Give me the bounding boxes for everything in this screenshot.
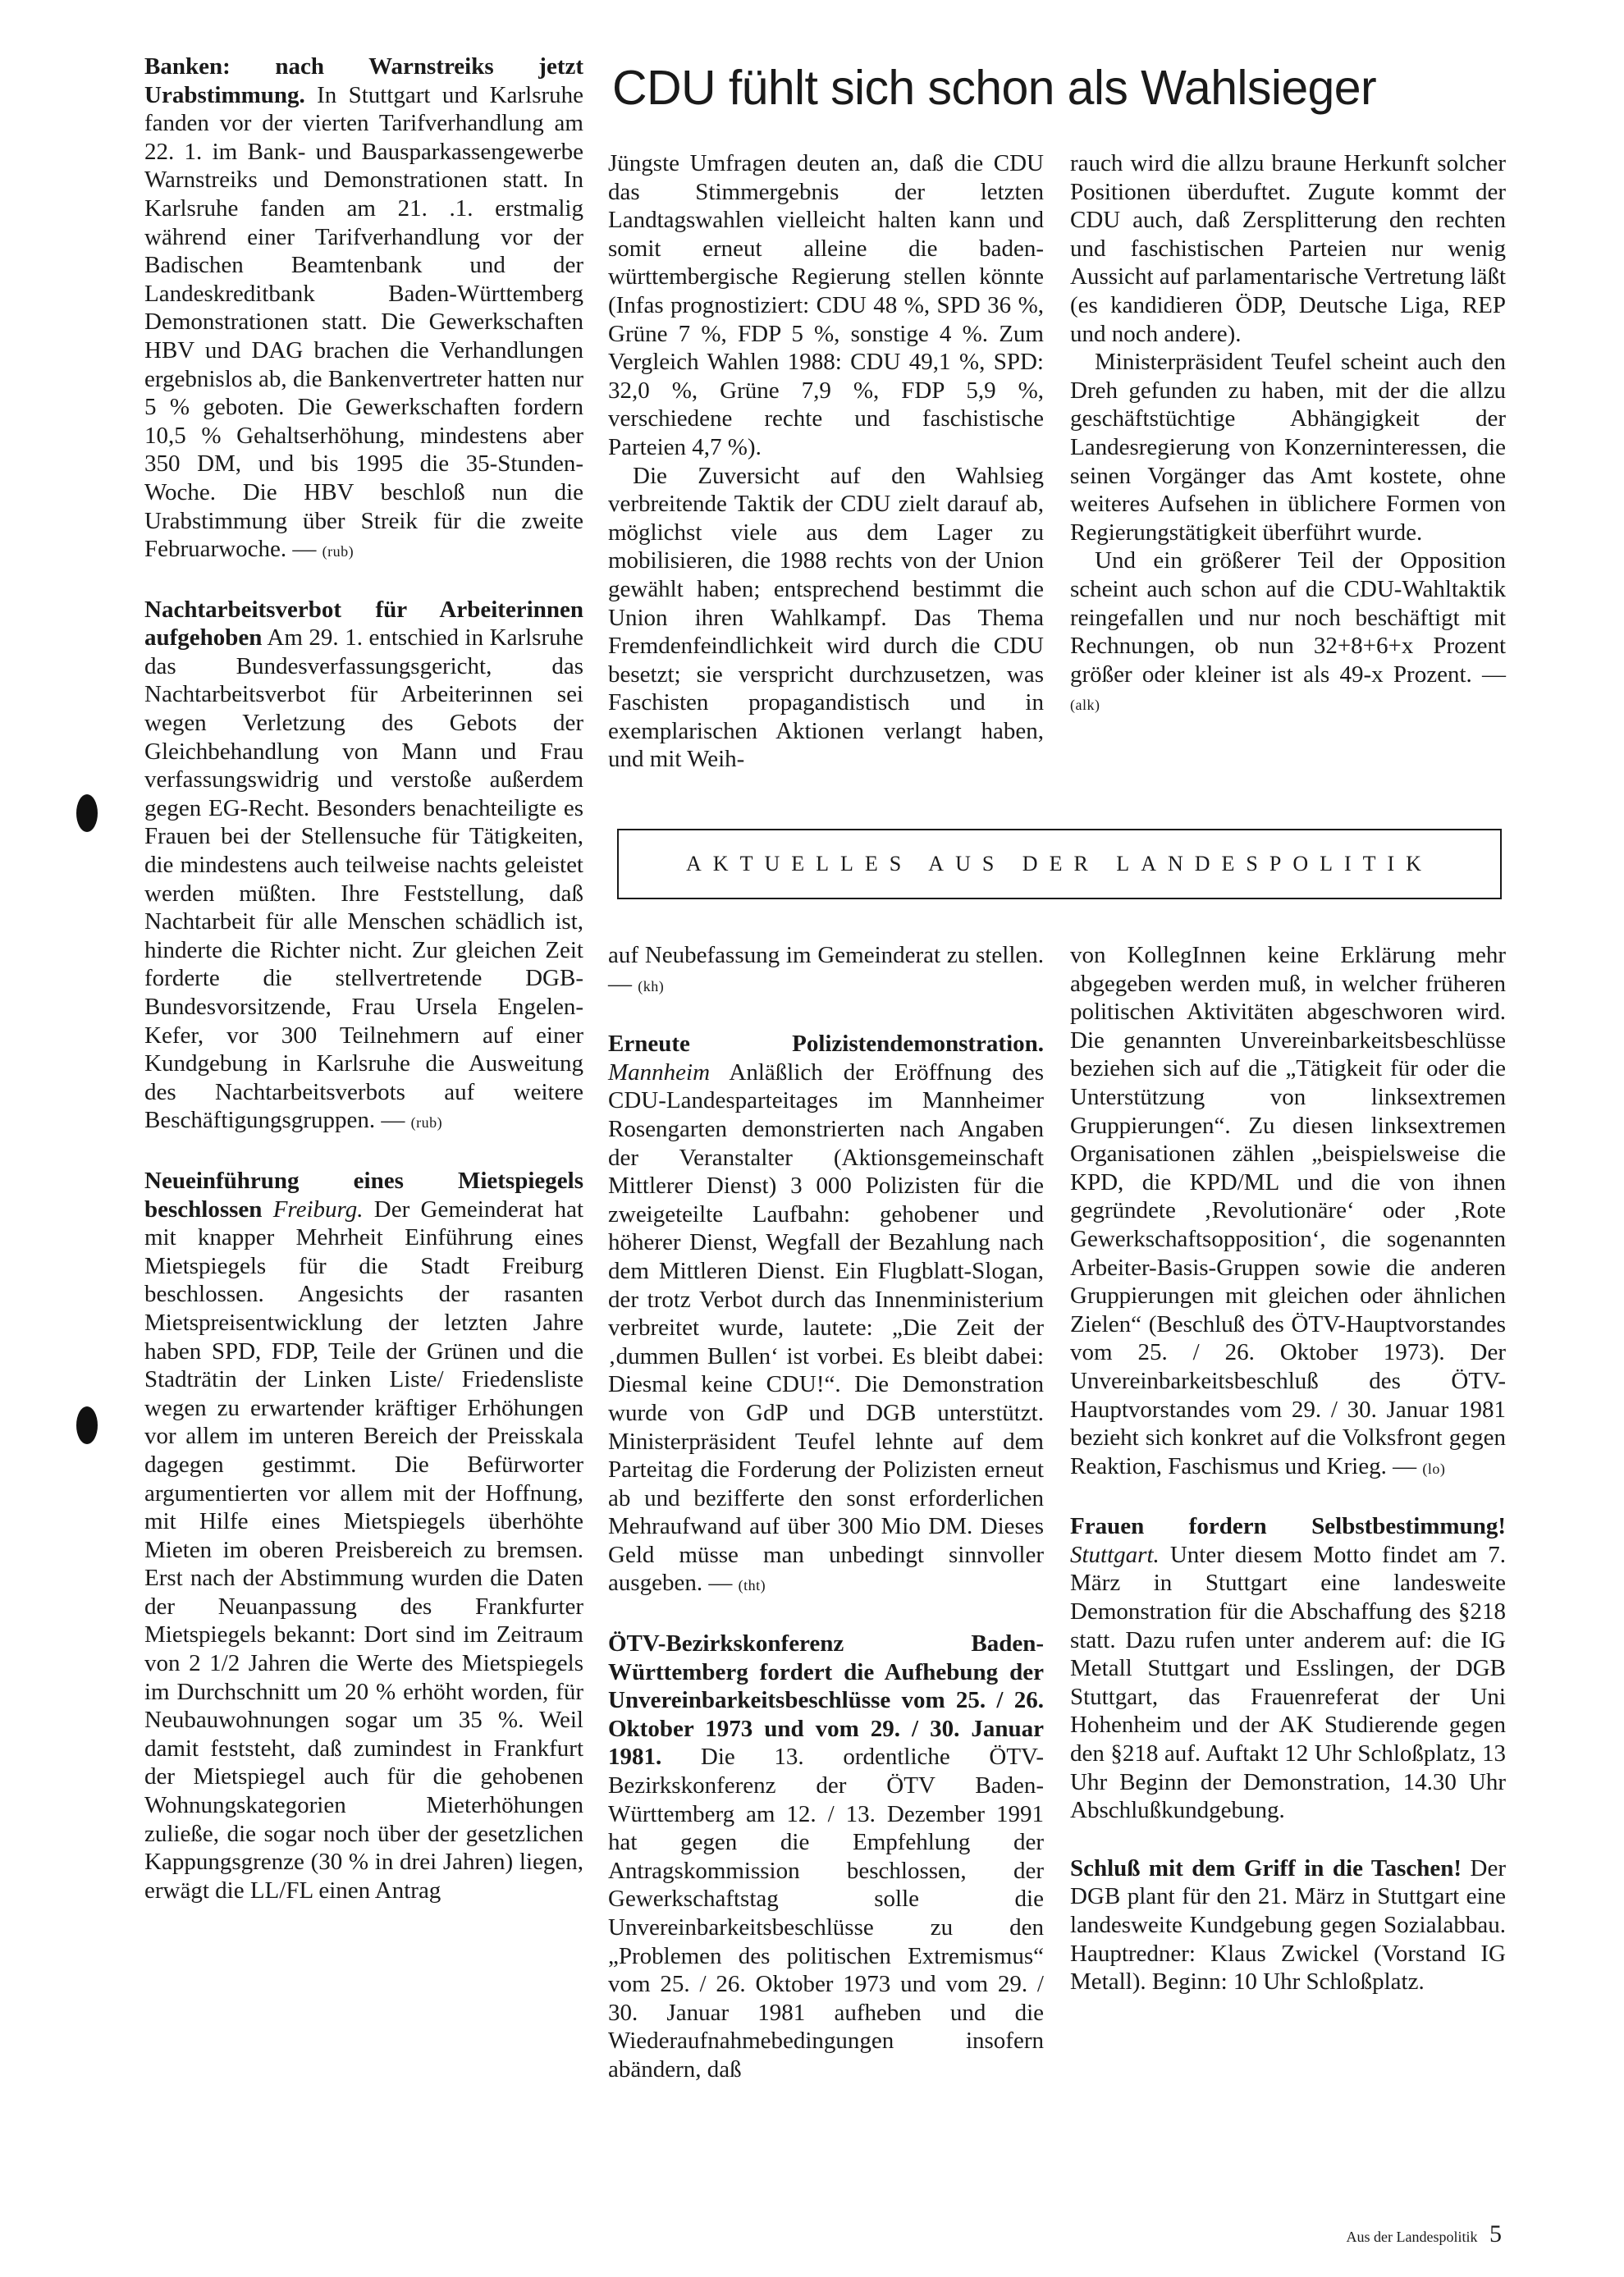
article-continuation (608, 941, 1044, 1000)
article-banken (144, 53, 583, 566)
column-lead-1 (608, 149, 1044, 774)
column-middle (608, 941, 1044, 2084)
author-signature: (tht) (738, 1577, 766, 1594)
article-heading: ÖTV-Bezirkskonferenz Baden-Württemberg fordert die Aufhebung der Unvereinbarkeitsbeschlüsse vom 25. / 26. Oktober 1973 und vom 29. / 30. Januar 1981. (608, 1630, 1044, 1771)
article-body: Am 29. 1. entschied in Karlsruhe das Bundesverfassungsgericht, das Nachtarbeitsverbot für Arbeiterinnen sei wegen Verletzung des Gebots der Gleichbehandlung von Mann und Frau verfassungswidrig und verstoße außerdem gegen EG-Recht. Besonders benachteiligte es Frauen bei der Stellensuche für Tätigkeiten, die mindestens auch teilweise nachts geleistet werden müßten. Ihre Feststellung, daß Nachtarbeit für alle Menschen schädlich ist, hinderte die Richter nicht. Zur gleichen Zeit forderte die stellvertretende DGB-Bundesvorsitzende, Frau Ursela Engelen-Kefer, vor 300 Teilnehmern auf einer Kundgebung in Karlsruhe die Ausweitung des Nachtarbeitsverbots auf weitere Beschäftigungsgruppen. — (144, 624, 583, 1134)
article-heading: Nachtarbeitsverbot für Arbeiterinnen aufgehoben (144, 596, 583, 652)
article-polizistendemonstration (608, 1030, 1044, 1600)
column-right (1070, 941, 1506, 1996)
author-signature: (rub) (410, 1114, 443, 1132)
article-oetv-bezirkskonferenz (608, 1630, 1044, 2084)
section-banner (617, 829, 1502, 899)
punch-hole (76, 1406, 98, 1444)
article-body: Der Gemeinderat hat mit knapper Mehrheit Einführung eines Mietspiegels für die Stadt Freiburg beschlossen. Angesichts der rasanten Mietspreisentwicklung der letzten Jahre haben SPD, FDP, Teile der Grünen und die Stadträtin der Linken Liste/ Friedensliste wegen zu erwartender kräftiger Erhöhungen vor allem im unteren Bereich der Preisskala dagegen gestimmt. Die Befürworter argumentierten vor allem mit der Hoffnung, mit Hilfe eines Mietspiegels überhöhte Mieten im oberen Preisbereich zu bremsen. Erst nach der Abstimmung wurden die Daten der Neuanpassung des Frankfurter Mietspiegels bekannt: Dort sind im Zeitraum von 2 1/2 Jahren die Werte des Mietspiegels im Durchschnitt um 20 % erhöht worden, für Neubauwohnungen sogar um 35 %. Weil damit feststeht, daß zumindest in Frankfurt der Mietspiegel auch für die gehobenen Wohnungskategorien Mieterhöhungen zuließe, die sogar noch über der gesetzlichen Kappungsgrenze (30 % in drei Jahren) liegen, erwägt die LL/FL einen Antrag (144, 1196, 584, 1904)
punch-hole (76, 794, 98, 832)
author-signature: (lo) (1422, 1460, 1446, 1477)
headline: CDU fühlt sich schon als Wahlsieger (612, 61, 1377, 115)
article-body: Anläßlich der Eröffnung des CDU-Landesparteitages im Mannheimer Rosengarten demonstrierten nach Angaben der Veranstalter (Aktionsgemeinschaft Mittlerer Dienst) 3 000 Polizisten für die zweigeteilte Laufbahn: gehobener und höherer Dienst, Wegfall der Bezahlung nach dem Mittleren Dienst. Ein Flugblatt-Slogan, der trotz Verbot durch das Innenministerium verbreitet wurde, lautete: „Die Zeit der ‚dummen Bullen‘ ist vorbei. Es bleibt dabei: Diesmal keine CDU!“. Die Demonstration wurde von GdP und DGB unterstützt. Ministerpräsident Teufel lehnte auf dem Parteitag die Forderung der Polizisten erneut ab und bezifferte den sonst erforderlichen Mehraufwand auf über 300 Mio DM. Dieses Geld müsse man unbedingt sinnvoller ausgeben. — (608, 1058, 1044, 1597)
article-heading: Banken: nach Warnstreiks jetzt Urabstimmung. (144, 53, 583, 108)
article-place: Freiburg. (272, 1196, 364, 1223)
article-griff-in-die-taschen (1070, 1854, 1506, 1996)
article-place: Mannheim (608, 1058, 711, 1086)
article-heading: Neueinführung eines Mietspiegels beschlossen (144, 1167, 583, 1223)
article-body: auf Neubefassung im Gemeinderat zu stellen. — (608, 942, 1044, 997)
page-footer (1305, 2220, 1502, 2248)
footer-section-label: Aus der Landespolitik (1346, 2229, 1478, 2245)
section-banner-title: AKTUELLES AUS DER LANDESPOLITIK (686, 852, 1433, 876)
article-nachtarbeitsverbot (144, 596, 583, 1137)
lead-paragraph: Und ein größerer Teil der Opposition scheint auch schon auf die CDU-Wahltaktik reingefallen und nur noch beschäftigt mit Rechnungen, ob nun 32+8+6+x Prozent größer oder kleiner ist als 49-x Prozent. — (1070, 547, 1506, 688)
page-number: 5 (1489, 2220, 1502, 2247)
article-heading: Erneute Polizistendemonstration. (608, 1031, 1044, 1058)
column-lead-2 (1070, 149, 1506, 720)
article-mietspiegel (144, 1167, 583, 1904)
article-heading: Frauen fordern Selbstbestimmung! (1070, 1513, 1506, 1540)
author-signature: (kh) (638, 977, 665, 994)
article-body: Der DGB plant für den 21. März in Stuttgart eine landesweite Kundgebung gegen Sozialabbau. Hauptredner: Klaus Zwickel (Vorstand IG Metall). Beginn: 10 Uhr Schloßplatz. (1070, 1854, 1506, 1996)
lead-paragraph: Jüngste Umfragen deuten an, daß die CDU das Stimmergebnis der letzten Landtagswahlen vielleicht halten kann und somit erneut alleine die baden-württembergische Regierung stellen könnte (Infas prognostiziert: CDU 48 %, SPD 36 %, Grüne 7 %, FDP 5 %, sonstige 4 %. Zum Vergleich Wahlen 1988: CDU 49,1 %, SPD: 32,0 %, Grüne 7,9 %, FDP 5,9 %, verschiedene rechte und faschistische Parteien 4,7 %). (608, 150, 1044, 460)
article-frauen-selbstbestimmung (1070, 1512, 1506, 1825)
article-body: Die 13. ordentliche ÖTV-Bezirkskonferenz der ÖTV Baden-Württemberg am 12. / 13. Dezember 1991 hat gegen die Empfehlung der Antragskommission beschlossen, der Gewerkschaftstag solle die Unvereinbarkeitsbeschlüsse zu den „Problemen des politischen Extremismus“ vom 25. / 26. Oktober 1973 und vom 29. / 30. Januar 1981 aufheben und die Wiederaufnahmebedingungen insofern abändern, daß (608, 1744, 1044, 2083)
author-signature: (alk) (1070, 697, 1100, 714)
article-continuation (1070, 941, 1506, 1483)
lead-paragraph: Die Zuversicht auf den Wahlsieg verbreitende Taktik der CDU zielt darauf ab, möglichst viele aus dem Lager zu mobilisieren, die 1988 rechts von der Union gewählt haben; entsprechend bestimmt die Union ihren Wahlkampf. Das Thema Fremdenfeindlichkeit wird durch die CDU besetzt; sie verspricht durchzusetzen, was Faschisten propagandistisch und in exemplarischen Aktionen verlangt haben, und mit Weih- (608, 462, 1044, 773)
article-body: von KollegInnen keine Erklärung mehr abgegeben werden muß, in welcher früheren politischen Aktivitäten abgeschworen wird. Die genannten Unvereinbarkeitsbeschlüsse beziehen sich auf die „Tätigkeit für oder die Unterstützung von linksextremen Gruppierungen“. Zu diesen linksextremen Organisationen zählen „beispielsweise die KPD, die KPD/ML und die von ihnen gegründete ‚Revolutionäre‘ oder ‚Rote Gewerkschaftsopposition‘, die sogenannten Arbeiter-Basis-Gruppen sowie die anderen Gruppierungen mit gleichen oder ähnlichen Zielen“ (Beschluß des ÖTV-Hauptvorstandes vom 25. / 26. Oktober 1973). Der Unvereinbarkeitsbeschluß des ÖTV-Hauptvorstandes vom 29. / 30. Januar 1981 bezieht sich konkret auf die Volksfront gegen Reaktion, Faschismus und Krieg. — (1070, 942, 1506, 1479)
column-left (144, 53, 583, 1904)
lead-paragraph: rauch wird die allzu braune Herkunft solcher Positionen überduftet. Zugute kommt der CDU auch, daß Zersplitterung den rechten und faschistischen Parteien nur wenig Aussicht auf parlamentarische Vertretung läßt (es kandidieren ÖDP, Deutsche Liga, REP und noch andere). (1070, 150, 1506, 347)
article-body: In Stuttgart und Karlsruhe fanden vor der vierten Tarifverhandlung am 22. 1. im Bank- und Bausparkassengewerbe Warnstreiks und Demonstrationen statt. In Karlsruhe fanden am 21. .1. erstmalig während einer Tarifverhandlung vor der Badischen Beamtenbank und der Landeskreditbank Baden-Württemberg Demonstrationen statt. Die Gewerkschaften HBV und DAG brachen die Verhandlungen ergebnislos ab, die Bankenvertreter hatten nur 5 % geboten. Die Gewerkschaften fordern 10,5 % Gehaltserhöhung, mindestens aber 350 DM, und bis 1995 die 35-Stunden-Woche. Die HBV beschloß nun die Urabstimmung über Streik für die zweite Februarwoche. — (144, 81, 584, 563)
lead-paragraph: Ministerpräsident Teufel scheint auch den Dreh gefunden zu haben, mit der die allzu geschäftstüchtige Abhängigkeit der Landesregierung von Konzerninteressen, die seinen Vorgänger das Amt kostete, ohne weiteres Aufsehen in üblichere Formen von Regierungstätigkeit überführt wurde. (1070, 349, 1506, 546)
author-signature: (rub) (322, 543, 355, 560)
article-place: Stuttgart. (1070, 1541, 1160, 1568)
article-heading: Schluß mit dem Griff in die Taschen! (1070, 1854, 1462, 1881)
article-body: Unter diesem Motto findet am 7. März in Stuttgart eine landesweite Demonstration für die Abschaffung des §218 statt. Dazu rufen unter anderem auf: die IG Metall Stuttgart und Esslingen, der DGB Stuttgart, das Frauenreferat der Uni Hohenheim und der AK Studierende gegen den §218 auf. Auftakt 12 Uhr Schloßplatz, 13 Uhr Beginn der Demonstration, 14.30 Uhr Abschlußkundgebung. (1070, 1541, 1506, 1824)
